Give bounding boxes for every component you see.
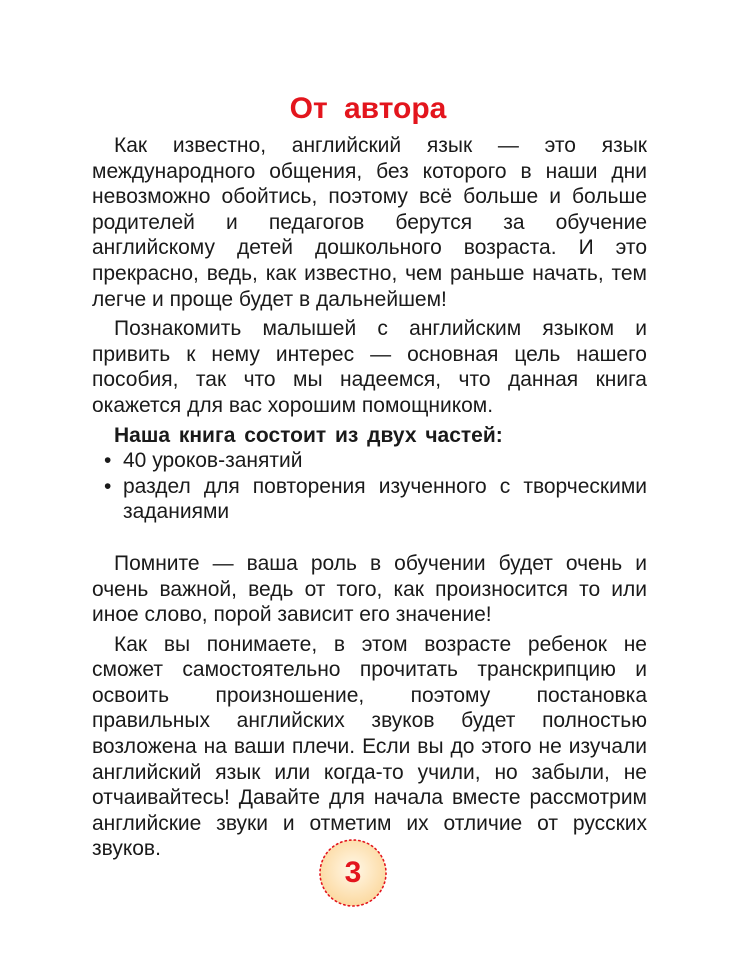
body-paragraph-1: Помните — ваша роль в обучении будет очень и очень важной, ведь от того, как произносится то или иное слово, порой зависит его значение!	[92, 551, 647, 627]
list-item	[92, 474, 647, 525]
page-number: 3	[344, 856, 362, 889]
list-item	[92, 448, 647, 474]
intro-paragraph-2: Познакомить малышей с английским языком и привить к нему интерес — основная цель нашего пособия, так что мы надеемся, что данная книга окажется для вас хорошим помощником.	[92, 317, 647, 417]
list-item-text: раздел для повторения изученного с творческими заданиями	[123, 474, 647, 524]
parts-heading: Наша книга состоит из двух частей:	[114, 423, 503, 447]
parts-list	[92, 448, 647, 525]
intro-paragraph-1: Как известно, английский язык — это язык международного общения, без которого в наши дни невозможно обойтись, поэтому всё больше и больше родителей и педагогов берутся за обучение английскому детей дошкольного возраста. И это прекрасно, ведь, как известно, чем раньше начать, тем легче и проще будет в дальнейшем!	[92, 134, 647, 311]
page-title: От автора	[289, 92, 447, 125]
page-content	[92, 133, 647, 862]
body-paragraph-2: Как вы понимаете, в этом возрасте ребенок не сможет самостоятельно прочитать транскрипцию и освоить произношение, поэтому постановка правильных английских звуков будет полностью возложена на ваши плечи. Если вы до этого не изучали английский язык или когда-то учили, но забыли, не отчаивайтесь! Давайте для начала вместе рассмотрим английские звуки и отметим их отличие от русских звуков.	[92, 632, 647, 861]
bullet-icon: •	[104, 474, 112, 498]
bullet-icon: •	[104, 449, 112, 473]
page-number-badge	[318, 838, 388, 908]
list-item-text: 40 уроков-занятий	[123, 449, 303, 473]
